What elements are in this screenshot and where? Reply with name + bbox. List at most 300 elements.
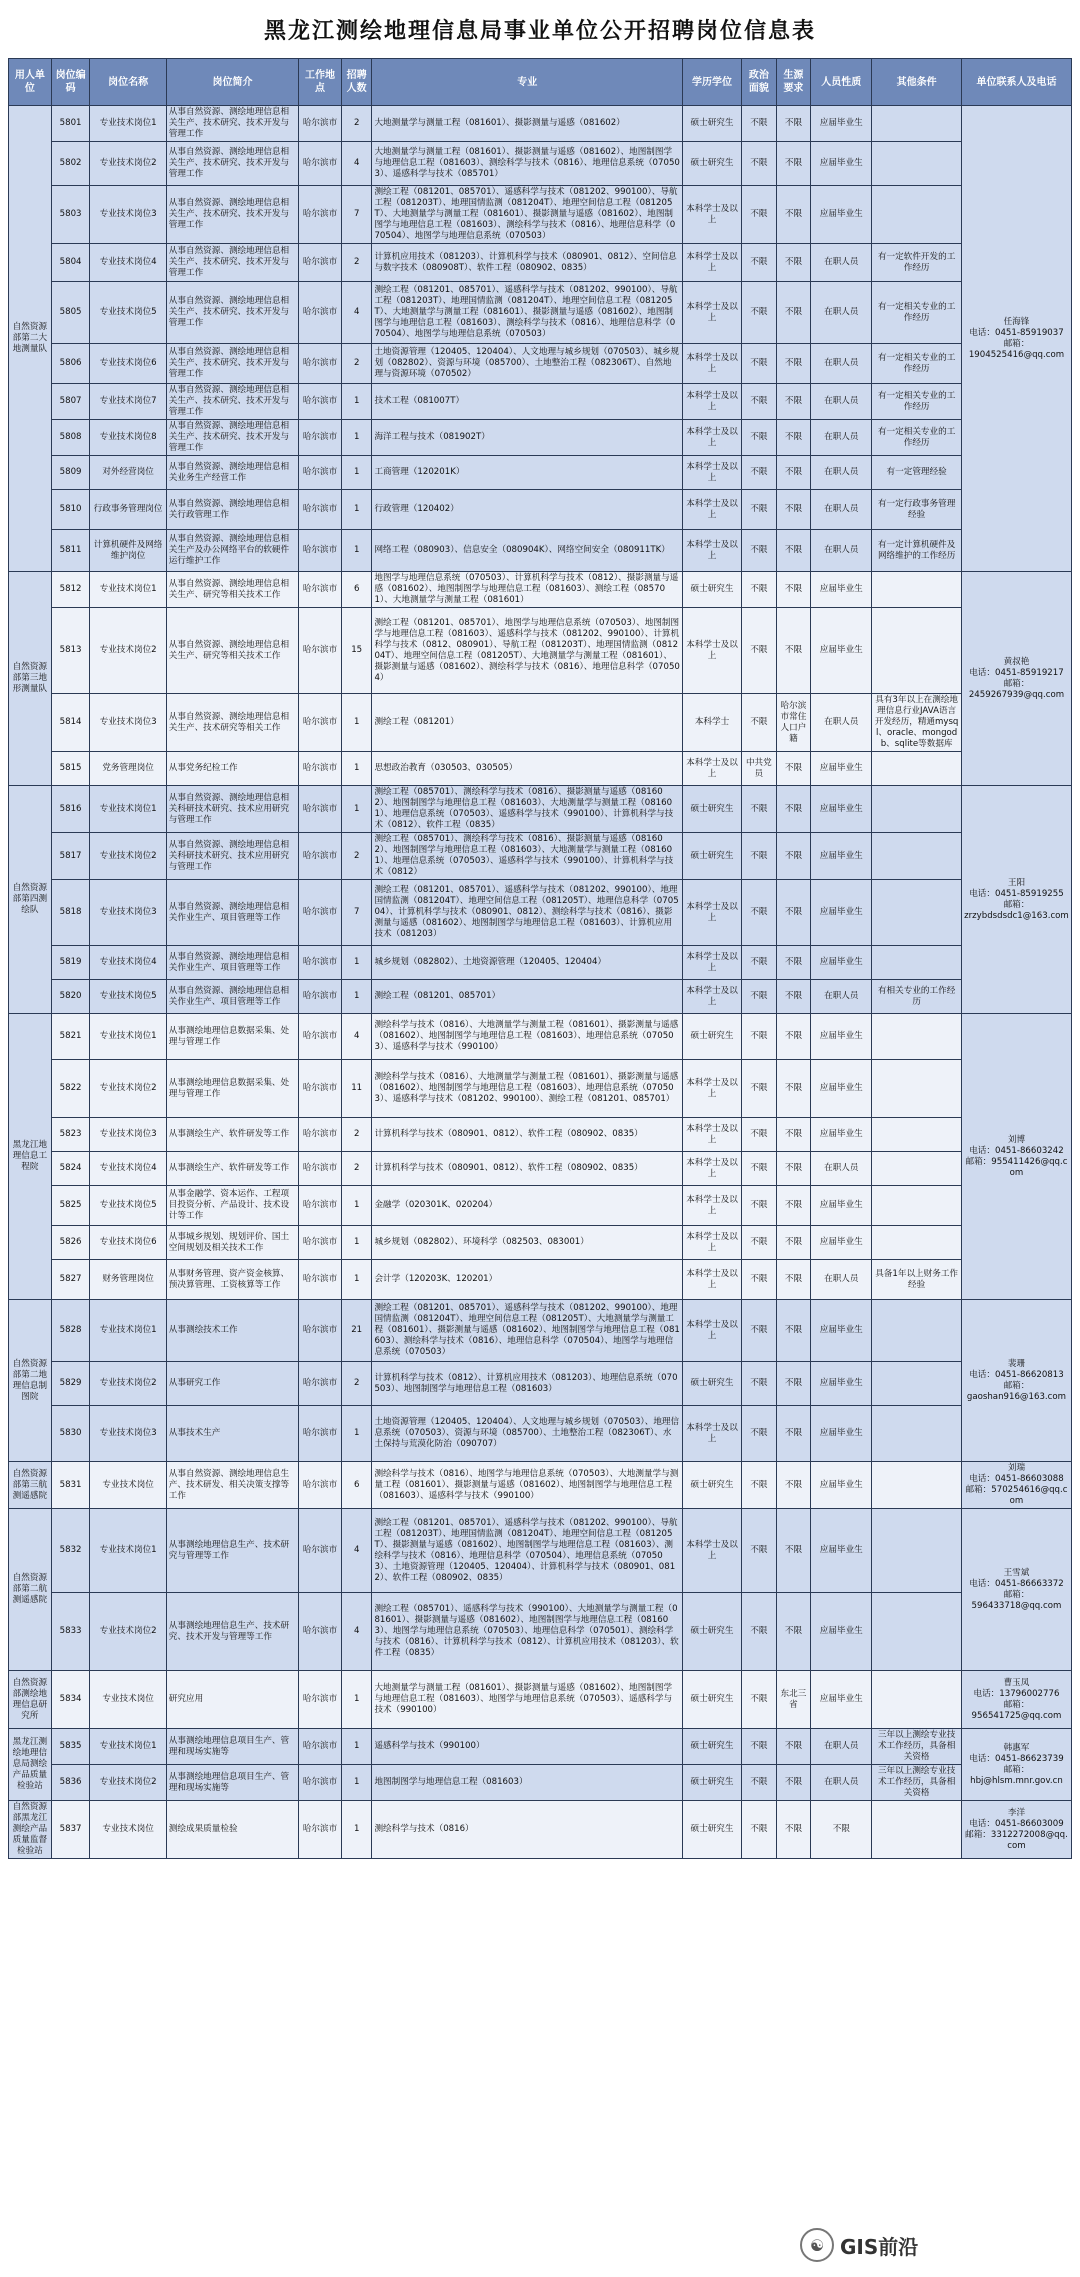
table-row [9, 490, 1072, 530]
hire-count-cell: 1 [341, 530, 372, 572]
hire-count-cell: 1 [341, 1226, 372, 1260]
political-status-cell: 不限 [742, 694, 777, 752]
post-name-cell: 专业技术岗位 [90, 1801, 166, 1859]
post-code-cell: 5832 [51, 1509, 90, 1593]
political-status-cell: 不限 [742, 530, 777, 572]
major-cell: 测绘工程（081201、085701）、遥感科学与技术（081202、990100）、导航工程（081203T）、地理国情监测（081204T）、地理空间信息工程（081205T）、大地测量学与测量工程（081601）、摄影测量与遥感（081602）、地图制图学与地理信息工程（081603）、测绘科学与技术（0816）、地理信息科学（070504）、地图学与地理信息系统（070503） [372, 282, 683, 344]
other-conditions-cell: 有一定相关专业的工作经历 [872, 420, 962, 456]
employer-cell: 自然资源部第二航测遥感院 [9, 1509, 52, 1671]
post-name-cell: 行政事务管理岗位 [90, 490, 166, 530]
post-intro-cell: 从事测绘地理信息生产、技术研究与管理等工作 [166, 1509, 298, 1593]
major-cell: 测绘科学与技术（0816）、大地测量学与测量工程（081601）、摄影测量与遥感（081602）、地图制图学与地理信息工程（081603）、地理信息系统（070503）、遥感科学与技术（081202、990100）、测绘工程（081201、085701） [372, 1060, 683, 1118]
hire-count-cell: 6 [341, 572, 372, 608]
other-conditions-cell [872, 1300, 962, 1362]
origin-requirement-cell: 哈尔滨市常住人口户籍 [776, 694, 811, 752]
post-intro-cell: 从事自然资源、测绘地理信息相关科研技术研究、技术应用研究与管理工作 [166, 786, 298, 833]
other-conditions-cell [872, 186, 962, 244]
post-name-cell: 专业技术岗位1 [90, 786, 166, 833]
origin-requirement-cell: 不限 [776, 608, 811, 694]
work-location-cell: 哈尔滨市 [299, 1671, 342, 1729]
origin-requirement-cell: 不限 [776, 1729, 811, 1765]
work-location-cell: 哈尔滨市 [299, 1260, 342, 1300]
degree-cell: 本科学士及以上 [682, 282, 741, 344]
other-conditions-cell [872, 608, 962, 694]
degree-cell: 本科学士及以上 [682, 420, 741, 456]
work-location-cell: 哈尔滨市 [299, 608, 342, 694]
personnel-type-cell: 应届毕业生 [811, 572, 872, 608]
origin-requirement-cell: 不限 [776, 1014, 811, 1060]
post-intro-cell: 从事自然资源、测绘地理信息相关生产、技术研究、技术开发与管理工作 [166, 244, 298, 282]
employer-cell: 黑龙江测绘地理信息局测绘产品质量检验站 [9, 1729, 52, 1801]
contact-cell: 黄叔艳 电话：0451-85919217 邮箱： 2459267939@qq.com [961, 572, 1071, 786]
post-code-cell: 5829 [51, 1362, 90, 1406]
table-header-row [9, 59, 1072, 106]
employer-cell: 自然资源部第二地理信息制图院 [9, 1300, 52, 1462]
origin-requirement-cell: 不限 [776, 244, 811, 282]
origin-requirement-cell: 不限 [776, 752, 811, 786]
work-location-cell: 哈尔滨市 [299, 694, 342, 752]
other-conditions-cell [872, 1060, 962, 1118]
personnel-type-cell: 应届毕业生 [811, 106, 872, 142]
other-conditions-cell [872, 1014, 962, 1060]
hire-count-cell: 1 [341, 1801, 372, 1859]
other-conditions-cell: 有一定相关专业的工作经历 [872, 282, 962, 344]
major-cell: 测绘工程（085701）、测绘科学与技术（0816）、摄影测量与遥感（081602）、地图制图学与地理信息工程（081603）、大地测量学与测量工程（081601）、地理信息系统（070503）、遥感科学与技术（990100）、计算机科学与技术（0812） [372, 833, 683, 880]
hire-count-cell: 1 [341, 384, 372, 420]
table-row [9, 1462, 1072, 1509]
hire-count-cell: 2 [341, 344, 372, 384]
work-location-cell: 哈尔滨市 [299, 572, 342, 608]
political-status-cell: 不限 [742, 106, 777, 142]
work-location-cell: 哈尔滨市 [299, 186, 342, 244]
other-conditions-cell: 有相关专业的工作经历 [872, 980, 962, 1014]
post-name-cell: 专业技术岗位3 [90, 694, 166, 752]
political-status-cell: 不限 [742, 244, 777, 282]
post-name-cell: 专业技术岗位2 [90, 1362, 166, 1406]
origin-requirement-cell: 不限 [776, 142, 811, 186]
political-status-cell: 不限 [742, 1765, 777, 1801]
employer-cell: 自然资源部第二大地测量队 [9, 106, 52, 572]
major-cell: 会计学（120203K、120201） [372, 1260, 683, 1300]
other-conditions-cell [872, 1462, 962, 1509]
work-location-cell: 哈尔滨市 [299, 980, 342, 1014]
employer-cell: 自然资源部测绘地理信息研究所 [9, 1671, 52, 1729]
major-cell: 计算机科学与技术（080901、0812）、软件工程（080902、0835） [372, 1152, 683, 1186]
other-conditions-cell [872, 833, 962, 880]
post-intro-cell: 从事自然资源、测绘地理信息相关生产、技术研究等相关工作 [166, 694, 298, 752]
post-name-cell: 专业技术岗位4 [90, 946, 166, 980]
work-location-cell: 哈尔滨市 [299, 946, 342, 980]
major-cell: 测绘工程（081201、085701）、遥感科学与技术（081202、990100）、导航工程（081203T）、地理国情监测（081204T）、地理空间信息工程（081205T）、摄影测量与遥感（081602）、地图制图学与地理信息工程（081603）、测绘科学与技术（0816）、地理信息科学（070504）、地理信息系统（070503）、土地资源管理（120405、120404）、计算机科学与技术（080901、0812）、软件工程（080902、0835） [372, 1509, 683, 1593]
other-conditions-cell [872, 752, 962, 786]
hire-count-cell: 1 [341, 752, 372, 786]
personnel-type-cell: 应届毕业生 [811, 1462, 872, 1509]
other-conditions-cell: 三年以上测绘专业技术工作经历，具备相关资格 [872, 1729, 962, 1765]
origin-requirement-cell: 不限 [776, 530, 811, 572]
major-cell: 测绘工程（081201、085701）、遥感科学与技术（081202、990100）、地理国情监测（081204T）、地理空间信息工程（081205T）、地理信息科学（070504）、计算机科学与技术（080901、0812）、测绘科学与技术（0816）、摄影测量与遥感（081602）、地图制图学与地理信息工程（081603）、计算机应用技术（081203） [372, 880, 683, 946]
post-name-cell: 专业技术岗位1 [90, 106, 166, 142]
major-cell: 计算机科学与技术（080901、0812）、软件工程（080902、0835） [372, 1118, 683, 1152]
political-status-cell: 不限 [742, 186, 777, 244]
post-intro-cell: 从事自然资源、测绘地理信息相关生产、研究等相关技术工作 [166, 572, 298, 608]
contact-cell: 裴珊 电话：0451-86620813 邮箱： gaoshan916@163.com [961, 1300, 1071, 1462]
table-row [9, 786, 1072, 833]
degree-cell: 本科学士及以上 [682, 752, 741, 786]
contact-cell: 曹玉凤 电话：13796002776 邮箱： 956541725@qq.com [961, 1671, 1071, 1729]
table-row [9, 384, 1072, 420]
post-name-cell: 专业技术岗位4 [90, 244, 166, 282]
degree-cell: 本科学士及以上 [682, 1186, 741, 1226]
degree-cell: 硕士研究生 [682, 1765, 741, 1801]
origin-requirement-cell: 不限 [776, 1509, 811, 1593]
post-name-cell: 专业技术岗位3 [90, 880, 166, 946]
major-cell: 大地测量学与测量工程（081601）、摄影测量与遥感（081602） [372, 106, 683, 142]
post-intro-cell: 从事测绘地理信息数据采集、处理与管理工作 [166, 1060, 298, 1118]
origin-requirement-cell: 不限 [776, 1186, 811, 1226]
post-name-cell: 专业技术岗位1 [90, 1729, 166, 1765]
table-row [9, 106, 1072, 142]
table-row [9, 1300, 1072, 1362]
political-status-cell: 不限 [742, 880, 777, 946]
post-intro-cell: 从事自然资源、测绘地理信息相关生产、技术研究、技术开发与管理工作 [166, 142, 298, 186]
hire-count-cell: 15 [341, 608, 372, 694]
political-status-cell: 不限 [742, 1300, 777, 1362]
table-row [9, 833, 1072, 880]
post-intro-cell: 从事测绘地理信息项目生产、管理和现场实施等 [166, 1729, 298, 1765]
other-conditions-cell: 有一定计算机硬件及网络维护的工作经历 [872, 530, 962, 572]
contact-cell: 王雪斌 电话：0451-86663372 邮箱： 596433718@qq.com [961, 1509, 1071, 1671]
degree-cell: 本科学士及以上 [682, 1509, 741, 1593]
post-code-cell: 5834 [51, 1671, 90, 1729]
post-intro-cell: 从事财务管理、资产资金核算、预决算管理、工资核算等工作 [166, 1260, 298, 1300]
personnel-type-cell: 在职人员 [811, 530, 872, 572]
personnel-type-cell: 应届毕业生 [811, 1300, 872, 1362]
work-location-cell: 哈尔滨市 [299, 1014, 342, 1060]
hire-count-cell: 1 [341, 1406, 372, 1462]
post-name-cell: 专业技术岗位3 [90, 1118, 166, 1152]
origin-requirement-cell: 不限 [776, 1118, 811, 1152]
origin-requirement-cell: 不限 [776, 1765, 811, 1801]
origin-requirement-cell: 不限 [776, 1300, 811, 1362]
hire-count-cell: 6 [341, 1462, 372, 1509]
personnel-type-cell: 在职人员 [811, 1765, 872, 1801]
table-row [9, 1014, 1072, 1060]
post-intro-cell: 从事自然资源、测绘地理信息生产、技术研发、相关决策支撑等工作 [166, 1462, 298, 1509]
personnel-type-cell: 应届毕业生 [811, 1186, 872, 1226]
origin-requirement-cell: 不限 [776, 946, 811, 980]
post-code-cell: 5813 [51, 608, 90, 694]
other-conditions-cell [872, 142, 962, 186]
hire-count-cell: 4 [341, 1509, 372, 1593]
origin-requirement-cell: 不限 [776, 880, 811, 946]
other-conditions-cell [872, 106, 962, 142]
political-status-cell: 不限 [742, 1462, 777, 1509]
political-status-cell: 不限 [742, 1260, 777, 1300]
work-location-cell: 哈尔滨市 [299, 1118, 342, 1152]
major-cell: 测绘工程（081201、085701）、遥感科学与技术（081202、990100）、导航工程（081203T）、地理国情监测（081204T）、地理空间信息工程（081205T）、大地测量学与测量工程（081601）、摄影测量与遥感（081602）、地图制图学与地理信息工程（081603）、测绘科学与技术（0816）、地理信息科学（070504）、地图学与地理信息系统（070503） [372, 186, 683, 244]
hire-count-cell: 1 [341, 420, 372, 456]
degree-cell: 本科学士及以上 [682, 980, 741, 1014]
other-conditions-cell [872, 1509, 962, 1593]
hire-count-cell: 2 [341, 106, 372, 142]
origin-requirement-cell: 不限 [776, 490, 811, 530]
degree-cell: 本科学士及以上 [682, 344, 741, 384]
personnel-type-cell: 在职人员 [811, 490, 872, 530]
personnel-type-cell: 不限 [811, 1801, 872, 1859]
major-cell: 海洋工程与技术（081902T） [372, 420, 683, 456]
post-name-cell: 计算机硬件及网络维护岗位 [90, 530, 166, 572]
political-status-cell: 不限 [742, 1593, 777, 1671]
post-name-cell: 专业技术岗位3 [90, 186, 166, 244]
major-cell: 大地测量学与测量工程（081601）、摄影测量与遥感（081602）、地图制图学与地理信息工程（081603）、地图学与地理信息系统（070503）、遥感科学与技术（990100） [372, 1671, 683, 1729]
origin-requirement-cell: 不限 [776, 282, 811, 344]
other-conditions-cell [872, 572, 962, 608]
post-name-cell: 专业技术岗位7 [90, 384, 166, 420]
major-cell: 地图学与地理信息系统（070503）、计算机科学与技术（0812）、摄影测量与遥感（081602）、地图制图学与地理信息工程（081603）、测绘工程（085701）、大地测量学与测量工程（081601） [372, 572, 683, 608]
work-location-cell: 哈尔滨市 [299, 384, 342, 420]
post-intro-cell: 从事自然资源、测绘地理信息相关生产及办公网络平台的软硬件运行维护工作 [166, 530, 298, 572]
political-status-cell: 不限 [742, 572, 777, 608]
post-intro-cell: 从事测绘生产、软件研发等工作 [166, 1118, 298, 1152]
work-location-cell: 哈尔滨市 [299, 282, 342, 344]
contact-cell: 李洋 电话：0451-86603009 邮箱：3312272008@qq.com [961, 1801, 1071, 1859]
post-name-cell: 专业技术岗位1 [90, 572, 166, 608]
origin-requirement-cell: 不限 [776, 106, 811, 142]
post-code-cell: 5825 [51, 1186, 90, 1226]
major-cell: 工商管理（120201K） [372, 456, 683, 490]
watermark [800, 2220, 1060, 2270]
table-row [9, 282, 1072, 344]
hire-count-cell: 4 [341, 282, 372, 344]
post-intro-cell: 从事自然资源、测绘地理信息相关行政管理工作 [166, 490, 298, 530]
political-status-cell: 不限 [742, 1060, 777, 1118]
work-location-cell: 哈尔滨市 [299, 1729, 342, 1765]
post-code-cell: 5808 [51, 420, 90, 456]
personnel-type-cell: 应届毕业生 [811, 1118, 872, 1152]
political-status-cell: 不限 [742, 608, 777, 694]
column-header: 岗位名称 [90, 59, 166, 106]
major-cell: 城乡规划（082802）、土地资源管理（120405、120404） [372, 946, 683, 980]
hire-count-cell: 2 [341, 1362, 372, 1406]
major-cell: 测绘科学与技术（0816）、地图学与地理信息系统（070503）、大地测量学与测量工程（081601）、摄影测量与遥感（081602）、地图制图学与地理信息工程（081603）、遥感科学与技术（990100） [372, 1462, 683, 1509]
work-location-cell: 哈尔滨市 [299, 833, 342, 880]
post-name-cell: 专业技术岗位 [90, 1462, 166, 1509]
work-location-cell: 哈尔滨市 [299, 752, 342, 786]
column-header: 人员性质 [811, 59, 872, 106]
table-row [9, 1509, 1072, 1593]
origin-requirement-cell: 不限 [776, 1593, 811, 1671]
table-row [9, 1260, 1072, 1300]
major-cell: 测绘工程（081201、085701）、地图学与地理信息系统（070503）、地图制图学与地理信息工程（081603）、遥感科学与技术（081202、990100）、计算机科学与技术（0812、080901）、导航工程（081203T）、地理国情监测（081204T）、地理空间信息工程（081205T）、大地测量学与测量工程（081601）、摄影测量与遥感（081602）、测绘科学与技术（0816）、地理信息科学（070504） [372, 608, 683, 694]
table-row [9, 244, 1072, 282]
work-location-cell: 哈尔滨市 [299, 344, 342, 384]
political-status-cell: 不限 [742, 142, 777, 186]
post-intro-cell: 从事测绘地理信息项目生产、管理和现场实施等 [166, 1765, 298, 1801]
other-conditions-cell [872, 1362, 962, 1406]
post-intro-cell: 从事城乡规划、规划评价、国土空间规划及相关技术工作 [166, 1226, 298, 1260]
political-status-cell: 不限 [742, 1729, 777, 1765]
personnel-type-cell: 在职人员 [811, 456, 872, 490]
hire-count-cell: 1 [341, 786, 372, 833]
other-conditions-cell: 具有3年以上在测绘地理信息行业JAVA语言开发经历，精通mysql、oracle、mongodb、sqlite等数据库 [872, 694, 962, 752]
wechat-icon: ☯ [800, 2228, 834, 2262]
table-row [9, 456, 1072, 490]
other-conditions-cell: 具备1年以上财务工作经验 [872, 1260, 962, 1300]
degree-cell: 硕士研究生 [682, 1362, 741, 1406]
degree-cell: 本科学士及以上 [682, 530, 741, 572]
political-status-cell: 不限 [742, 1671, 777, 1729]
degree-cell: 本科学士 [682, 694, 741, 752]
post-name-cell: 专业技术岗位1 [90, 1014, 166, 1060]
work-location-cell: 哈尔滨市 [299, 1226, 342, 1260]
major-cell: 计算机应用技术（081203）、计算机科学与技术（080901、0812）、空间信息与数字技术（080908T）、软件工程（080902、0835） [372, 244, 683, 282]
major-cell: 大地测量学与测量工程（081601）、摄影测量与遥感（081602）、地图制图学与地理信息工程（081603）、测绘科学与技术（0816）、地理信息系统（070503）、遥感科学与技术（085701） [372, 142, 683, 186]
post-name-cell: 专业技术岗位2 [90, 1765, 166, 1801]
post-intro-cell: 从事自然资源、测绘地理信息相关生产、技术研究、技术开发与管理工作 [166, 186, 298, 244]
table-row [9, 1226, 1072, 1260]
work-location-cell: 哈尔滨市 [299, 1801, 342, 1859]
other-conditions-cell [872, 1671, 962, 1729]
personnel-type-cell: 应届毕业生 [811, 752, 872, 786]
post-code-cell: 5803 [51, 186, 90, 244]
post-code-cell: 5835 [51, 1729, 90, 1765]
post-code-cell: 5836 [51, 1765, 90, 1801]
hire-count-cell: 4 [341, 1593, 372, 1671]
degree-cell: 本科学士及以上 [682, 1152, 741, 1186]
hire-count-cell: 1 [341, 946, 372, 980]
other-conditions-cell [872, 1118, 962, 1152]
personnel-type-cell: 在职人员 [811, 344, 872, 384]
post-intro-cell: 从事研究工作 [166, 1362, 298, 1406]
column-header: 岗位简介 [166, 59, 298, 106]
contact-cell: 刘瑞 电话：0451-86603088 邮箱：570254616@qq.com [961, 1462, 1071, 1509]
personnel-type-cell: 在职人员 [811, 694, 872, 752]
table-row [9, 608, 1072, 694]
political-status-cell: 不限 [742, 384, 777, 420]
political-status-cell: 不限 [742, 980, 777, 1014]
personnel-type-cell: 在职人员 [811, 1729, 872, 1765]
table-row [9, 186, 1072, 244]
hire-count-cell: 7 [341, 880, 372, 946]
contact-cell: 韩惠军 电话：0451-86623739 邮箱： hbj@hlsm.mnr.gov.cn [961, 1729, 1071, 1801]
personnel-type-cell: 在职人员 [811, 244, 872, 282]
other-conditions-cell [872, 1226, 962, 1260]
major-cell: 地图制图学与地理信息工程（081603） [372, 1765, 683, 1801]
major-cell: 网络工程（080903）、信息安全（080904K）、网络空间安全（080911TK） [372, 530, 683, 572]
post-code-cell: 5819 [51, 946, 90, 980]
other-conditions-cell: 有一定软件开发的工作经历 [872, 244, 962, 282]
degree-cell: 硕士研究生 [682, 1801, 741, 1859]
hire-count-cell: 1 [341, 980, 372, 1014]
table-row [9, 694, 1072, 752]
major-cell: 计算机科学与技术（0812）、计算机应用技术（081203）、地理信息系统（070503）、地图制图学与地理信息工程（081603） [372, 1362, 683, 1406]
political-status-cell: 不限 [742, 1226, 777, 1260]
column-header: 学历学位 [682, 59, 741, 106]
personnel-type-cell: 应届毕业生 [811, 1509, 872, 1593]
origin-requirement-cell: 不限 [776, 186, 811, 244]
hire-count-cell: 2 [341, 1152, 372, 1186]
column-header: 用人单位 [9, 59, 52, 106]
work-location-cell: 哈尔滨市 [299, 1300, 342, 1362]
other-conditions-cell [872, 1801, 962, 1859]
political-status-cell: 不限 [742, 1186, 777, 1226]
post-code-cell: 5831 [51, 1462, 90, 1509]
table-row [9, 1729, 1072, 1765]
post-intro-cell: 从事测绘生产、软件研发等工作 [166, 1152, 298, 1186]
major-cell: 测绘工程（081201、085701）、遥感科学与技术（081202、990100）、地理国情监测（081204T）、地理空间信息工程（081205T）、大地测量学与测量工程（081601）、摄影测量与遥感（081602）、地图制图学与地理信息工程（081603）、测绘科学与技术（0816）、地理信息科学（070504）、地图学与地理信息系统（070503） [372, 1300, 683, 1362]
post-code-cell: 5837 [51, 1801, 90, 1859]
column-header: 招聘人数 [341, 59, 372, 106]
hire-count-cell: 1 [341, 1186, 372, 1226]
post-name-cell: 专业技术岗位8 [90, 420, 166, 456]
post-code-cell: 5820 [51, 980, 90, 1014]
personnel-type-cell: 应届毕业生 [811, 608, 872, 694]
employer-cell: 自然资源部黑龙江测绘产品质量监督检验站 [9, 1801, 52, 1859]
hire-count-cell: 1 [341, 1671, 372, 1729]
hire-count-cell: 2 [341, 833, 372, 880]
post-name-cell: 专业技术岗位1 [90, 1509, 166, 1593]
political-status-cell: 不限 [742, 1509, 777, 1593]
post-intro-cell: 测绘成果质量检验 [166, 1801, 298, 1859]
political-status-cell: 不限 [742, 1014, 777, 1060]
post-code-cell: 5826 [51, 1226, 90, 1260]
major-cell: 测绘工程（085701）、测绘科学与技术（0816）、摄影测量与遥感（081602）、地图制图学与地理信息工程（081603）、大地测量学与测量工程（081601）、地理信息系统（070503）、遥感科学与技术（990100）、计算机科学与技术（0812）、软件工程（0835） [372, 786, 683, 833]
major-cell: 技术工程（081007T） [372, 384, 683, 420]
hire-count-cell: 1 [341, 456, 372, 490]
table-row [9, 1671, 1072, 1729]
major-cell: 测绘工程（085701）、遥感科学与技术（990100）、大地测量学与测量工程（081601）、摄影测量与遥感（081602）、地图制图学与地理信息工程（081603）、地图学与地理信息系统（070503）、地理信息科学（070501）、测绘科学与技术（0816）、计算机科学与技术（0812）、计算机应用技术（081203）、软件工程（0835） [372, 1593, 683, 1671]
table-row [9, 1801, 1072, 1859]
post-intro-cell: 从事测绘地理信息生产、技术研究、技术开发与管理等工作 [166, 1593, 298, 1671]
post-name-cell: 专业技术岗位4 [90, 1152, 166, 1186]
employer-cell: 黑龙江地理信息工程院 [9, 1014, 52, 1300]
origin-requirement-cell: 东北三省 [776, 1671, 811, 1729]
work-location-cell: 哈尔滨市 [299, 1152, 342, 1186]
column-header: 专业 [372, 59, 683, 106]
table-row [9, 572, 1072, 608]
major-cell: 测绘科学与技术（0816） [372, 1801, 683, 1859]
column-header: 其他条件 [872, 59, 962, 106]
origin-requirement-cell: 不限 [776, 344, 811, 384]
other-conditions-cell: 有一定管理经验 [872, 456, 962, 490]
origin-requirement-cell: 不限 [776, 1060, 811, 1118]
post-intro-cell: 从事自然资源、测绘地理信息相关生产、技术研究、技术开发与管理工作 [166, 344, 298, 384]
post-code-cell: 5807 [51, 384, 90, 420]
major-cell: 测绘工程（081201、085701） [372, 980, 683, 1014]
hire-count-cell: 4 [341, 142, 372, 186]
page-title: 黑龙江测绘地理信息局事业单位公开招聘岗位信息表 [263, 17, 816, 44]
degree-cell: 硕士研究生 [682, 572, 741, 608]
hire-count-cell: 2 [341, 1118, 372, 1152]
watermark-label: GIS前沿 [840, 2234, 919, 2259]
origin-requirement-cell: 不限 [776, 384, 811, 420]
post-code-cell: 5811 [51, 530, 90, 572]
table-row [9, 880, 1072, 946]
post-code-cell: 5822 [51, 1060, 90, 1118]
political-status-cell: 不限 [742, 833, 777, 880]
post-code-cell: 5821 [51, 1014, 90, 1060]
table-row [9, 1186, 1072, 1226]
other-conditions-cell [872, 1593, 962, 1671]
origin-requirement-cell: 不限 [776, 1152, 811, 1186]
degree-cell: 本科学士及以上 [682, 384, 741, 420]
recruitment-table [8, 58, 1072, 1859]
hire-count-cell: 1 [341, 694, 372, 752]
post-code-cell: 5823 [51, 1118, 90, 1152]
post-intro-cell: 从事技术生产 [166, 1406, 298, 1462]
post-name-cell: 专业技术岗位2 [90, 142, 166, 186]
post-code-cell: 5805 [51, 282, 90, 344]
